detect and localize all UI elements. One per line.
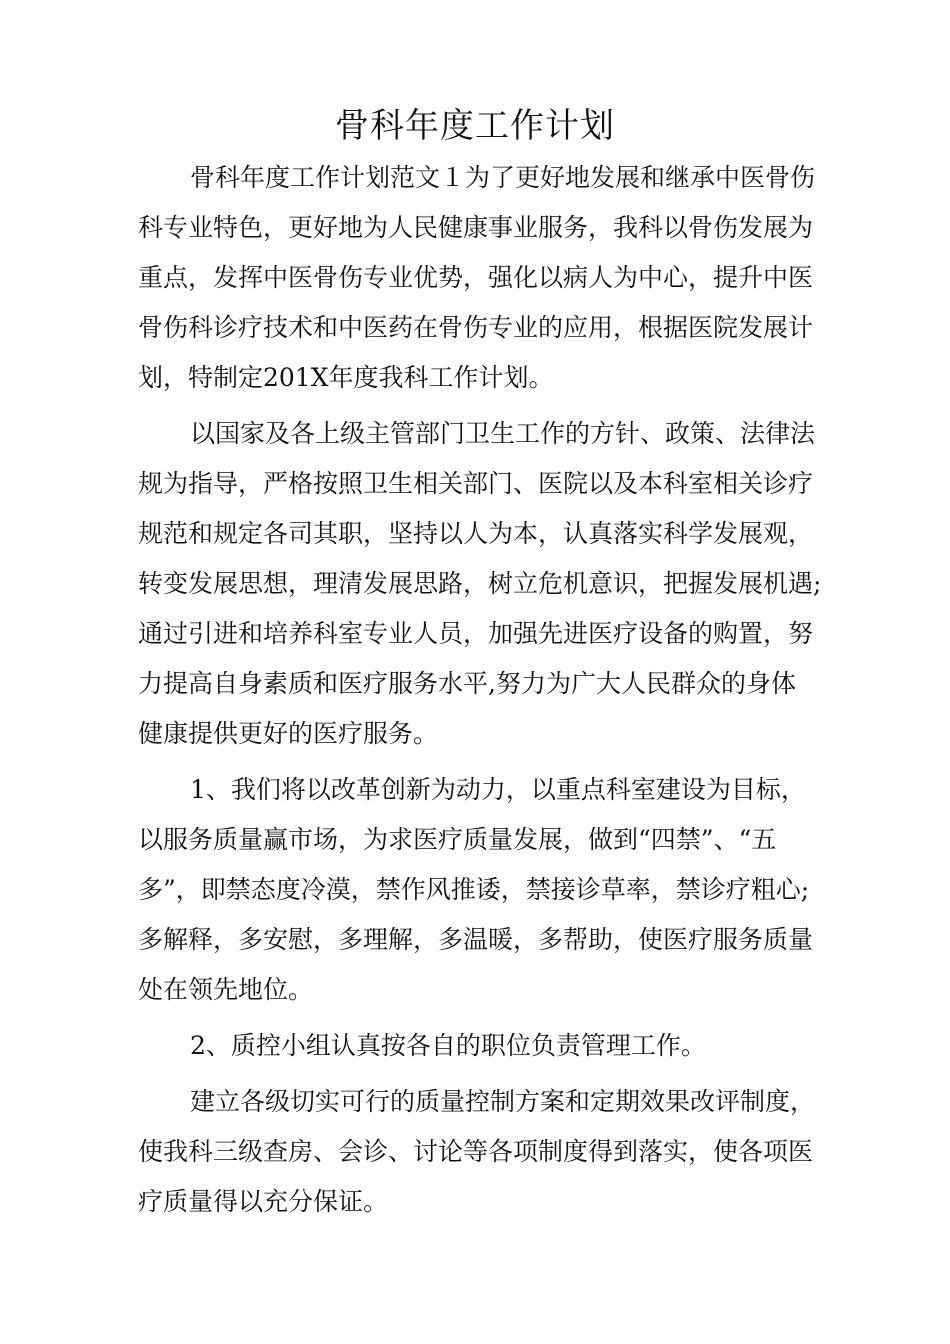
paragraph-line: 规为指导，严格按照卫生相关部门、医院以及本科室相关诊疗 (138, 469, 814, 498)
paragraph-line: 处在领先地位。 (138, 975, 314, 1004)
paragraph-line: 以服务质量赢市场，为求医疗质量发展，做到“四禁”、“五 (138, 825, 777, 854)
paragraph-line: 多解释，多安慰，多理解，多温暖，多帮助，使医疗服务质量 (138, 925, 814, 954)
paragraph-line: 力提高自身素质和医疗服务水平,努力为广大人民群众的身体 (138, 669, 796, 698)
paragraph-line: 转变发展思想，理清发展思路，树立危机意识，把握发展机遇; (138, 569, 822, 598)
paragraph-line: 多”，即禁态度冷漠，禁作风推诿，禁接诊草率，禁诊疗粗心; (138, 875, 810, 904)
paragraph-line: 科专业特色，更好地为人民健康事业服务，我科以骨伤发展为 (138, 213, 814, 242)
paragraph-line: 重点，发挥中医骨伤专业优势，强化以病人为中心，提升中医 (138, 263, 814, 292)
paragraph-line: 划，特制定201X年度我科工作计划。 (138, 363, 554, 392)
paragraph-line: 健康提供更好的医疗服务。 (138, 719, 439, 748)
paragraph-line: 疗质量得以充分保证。 (138, 1187, 389, 1216)
paragraph-4 (138, 1021, 838, 1071)
paragraph-line: 2、质控小组认真按各自的职位负责管理工作。 (190, 1031, 706, 1060)
paragraph-1 (138, 153, 838, 403)
paragraph-line: 以国家及各上级主管部门卫生工作的方针、政策、法律法 (190, 419, 816, 448)
paragraph-line: 规范和规定各司其职，坚持以人为本，认真落实科学发展观， (138, 519, 814, 548)
paragraph-line: 通过引进和培养科室专业人员，加强先进医疗设备的购置，努 (138, 619, 814, 648)
paragraph-line: 使我科三级查房、会诊、讨论等各项制度得到落实，使各项医 (138, 1137, 814, 1166)
paragraph-line: 1、我们将以改革创新为动力，以重点科室建设为目标， (190, 775, 806, 804)
paragraph-5 (138, 1077, 838, 1227)
paragraph-line: 建立各级切实可行的质量控制方案和定期效果改评制度， (190, 1087, 816, 1116)
document-title: 骨科年度工作计划 (335, 106, 615, 146)
paragraph-3 (138, 765, 838, 1015)
paragraph-line: 骨科年度工作计划范文１为了更好地发展和继承中医骨伤 (190, 163, 816, 192)
document-body (138, 153, 838, 1233)
paragraph-2 (138, 409, 838, 759)
paragraph-line: 骨伤科诊疗技术和中医药在骨伤专业的应用，根据医院发展计 (138, 313, 814, 342)
